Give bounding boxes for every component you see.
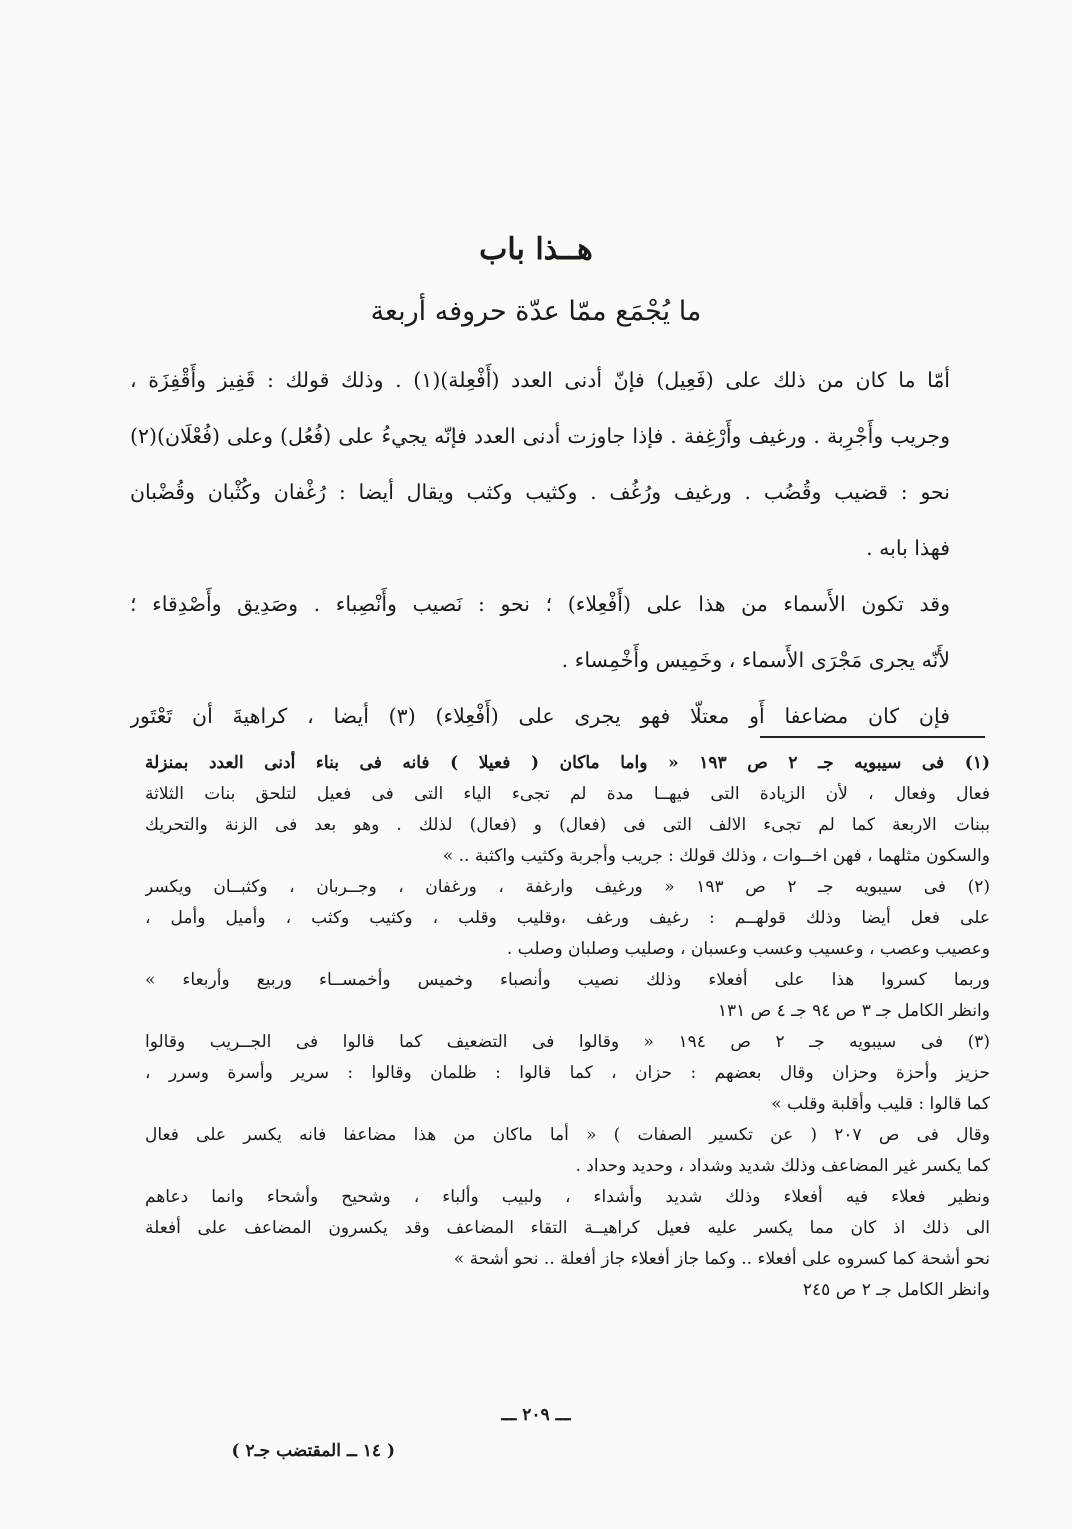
footnote-line: وانظر الكامل جـ ٢ ص ٢٤٥ — [802, 1280, 990, 1300]
footnote-divider — [760, 736, 985, 738]
footnote-line: فعال وفعال ، لأن الزيادة التى فيهــا مدة لم تجىء الياء التى فى فعيل لتلحق بنات الثلاثة — [145, 784, 990, 804]
body-line-4: فهذا بابه . — [866, 536, 950, 560]
body-line-5: وقد تكون الأَسماء من هذا على (أَفْعِلاء) ؛ نحو : نَصيب وأَنْصِباء . وصَدِيق وأَصْدِقاء ؛ — [130, 592, 950, 616]
body-line-2: وجريب وأَجْرِبة . ورغيف وأَرْغِفة . فإذا جاوزت أدنى العدد فإنّه يجيءُ على (فُعُل) وعلى (فُعْلَان)(٢) — [130, 424, 950, 448]
main-text — [130, 352, 950, 744]
body-line-1: أمّا ما كان من ذلك على (فَعِيل) فإنّ أدنى العدد (أَفْعِلة)(١) . وذلك قولك : قَفِيز وأَقْفِزَة ، — [130, 368, 950, 392]
footnote-line: والسكون مثلهما ، فهن اخــوات ، وذلك قولك : جريب وأجربة وكثيب واكثبة .. » — [442, 846, 990, 866]
footnote-line: (١) فى سيبويه جـ ٢ ص ١٩٣ « واما ماكان ( فعيلا ) فانه فى بناء أدنى العدد بمنزلة — [145, 753, 990, 773]
footnote-line: ببنات الاربعة كما لم تجىء الالف التى فى (فعال) و (فعال) لذلك . وهو بعد فى الزنة والتحريك — [145, 815, 990, 835]
chapter-subheading: ما يُجْمَع ممّا عدّة حروفه أربعة — [370, 296, 702, 327]
body-line-7: فإن كان مضاعفا أَو معتلّا فهو يجرى على (أَفْعِلاء) (٣) أيضا ، كراهيةَ أن تَعْتَور — [130, 704, 950, 728]
chapter-heading: هــذا باب — [479, 232, 593, 267]
body-line-6: لأَنّه يجرى مَجْرَى الأَسماء ، وخَمِيس وأَخْمِساء . — [561, 648, 950, 672]
footnote-line: وقال فى ص ٢٠٧ ( عن تكسير الصفات ) « أما ماكان من هذا مضاعفا فانه يكسر على فعال — [145, 1125, 990, 1145]
page-number: ـــ ٢٠٩ ـــ — [501, 1405, 571, 1425]
footnote-line: الى ذلك اذ كان مما يكسر عليه فعيل كراهيــة التقاء المضاعف وقد يكسرون المضاعف على أفعلة — [145, 1218, 990, 1238]
footnote-line: على فعل أيضا وذلك قولهــم : رغيف ورغف ،وقليب وقلب ، وكثيب وكثب ، وأميل وأمل ، — [145, 908, 990, 928]
footnote-line: كما يكسر غير المضاعف وذلك شديد وشداد ، وحديد وحداد . — [575, 1156, 990, 1176]
footnote-line: وانظر الكامل جـ ٣ ص ٩٤ جـ ٤ ص ١٣١ — [717, 1001, 990, 1021]
signature-mark: ( ١٤ ــ المقتضب جـ٢ ) — [231, 1441, 395, 1461]
footnote-line: ونظير فعلاء فيه أفعلاء وذلك شديد وأشداء ، ولبيب وألباء ، وشحيح وأشحاء وانما دعاهم — [145, 1187, 990, 1207]
body-line-3: نحو : قضيب وقُضُب . ورغيف ورُغُف . وكثيب وكثب ويقال أيضا : رُغْفان وكُثْبان وقُضْبان — [130, 480, 950, 504]
footnote-line: (٣) فى سيبويه جـ ٢ ص ١٩٤ « وقالوا فى التضعيف كما قالوا فى الجــريب وقالوا — [145, 1032, 990, 1052]
footnotes — [145, 748, 990, 1306]
footnote-line: نحو أشحة كما كسروه على أفعلاء .. وكما جاز أفعلاء جاز أفعلة .. نحو أشحة » — [453, 1249, 990, 1269]
footnote-line: حزيز وأحزة وحزان وقال بعضهم : حزان ، كما قالوا : ظلمان وقالوا : سرير وأسرة وسرر ، — [145, 1063, 990, 1083]
footnote-line: وربما كسروا هذا على أفعلاء وذلك نصيب وأنصباء وخميس وأخمســاء وربيع وأربعاء » — [145, 970, 990, 990]
footnote-line: وعصيب وعصب ، وعسيب وعسب وعسبان ، وصليب وصلبان وصلب . — [506, 939, 990, 959]
footnote-line: كما قالوا : قليب وأقلبة وقلب » — [771, 1094, 990, 1114]
footnote-line: (٢) فى سيبويه جـ ٢ ص ١٩٣ « ورغيف وارغفة ، ورغفان ، وجــربان ، وكثبــان ويكسر — [145, 877, 990, 897]
